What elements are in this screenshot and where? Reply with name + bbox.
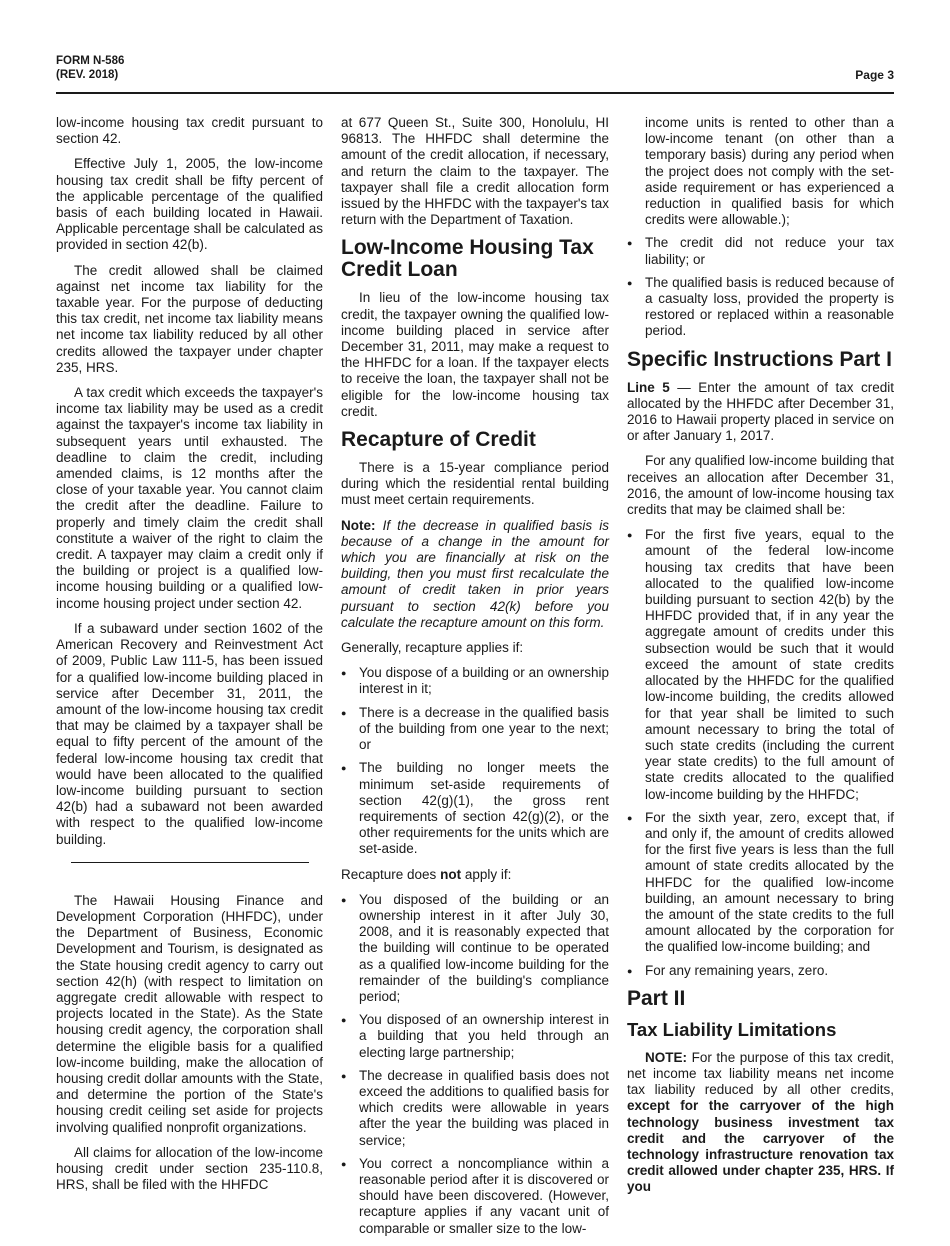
paragraph: If a subaward under section 1602 of the American Recovery and Reinvestment Act of 2009, Public Law 111-5, has been issued for a qualified low-income building placed in service after December 31, 2011, the amount of the low-income housing tax credit that may be claimed by a taxpayer shall be equal to fifty percent of the amount of the federal low-income housing tax credit that would have been allocated to the qualified low-income building pursuant to section 42(b) had a subaward not been awarded with respect to the qualified low-income building. <box>56 620 323 847</box>
list-item: ● The decrease in qualified basis does not exceed the additions to qualified basis for which credits were allowable in years after the year the building was placed in service; <box>341 1068 609 1149</box>
heading-tax-liability: Tax Liability Limitations <box>627 1018 837 1040</box>
note-label: Note: <box>341 517 376 533</box>
paragraph: Effective July 1, 2005, the low-income housing tax credit shall be fifty percent of the applicable percentage of the qualified basis of each building located in Hawaii. Applicable percentage shall be calculated as provided in section 42(b). <box>56 156 323 253</box>
list-item: ● You dispose of a building or an ownership interest in it; <box>341 665 609 697</box>
paragraph: at 677 Queen St., Suite 300, Honolulu, HI 96813. The HHFDC shall determine the amount of the credit allocation, if necessary, and return the claim to the taxpayer. The taxpayer shall file a credit allocation form issued by the HHFDC with the taxpayer's tax return with the Department of Taxation. <box>341 115 609 228</box>
paragraph: A tax credit which exceeds the taxpayer's income tax liability may be used as a credit against the taxpayer's income tax liability in subsequent years until exhausted. The deadline to claim the credit, including amended claims, is 12 months after the close of your taxable year. You cannot claim the credit after the deadline. Failure to properly and timely claim the credit shall constitute a waiver of the right to claim the credit. A taxpayer may claim a credit only if the building or project is a qualified low-income housing building or a qualified low-income housing project under section 42. <box>56 385 323 611</box>
list-item: ● You disposed of an ownership interest in a building that you held through an electing large partnership; <box>341 1012 609 1061</box>
list-item: ● There is a decrease in the qualified basis of the building from one year to the next; or <box>341 705 609 754</box>
paragraph: The Hawaii Housing Finance and Development Corporation (HHFDC), under the Department of Business, Economic Development and Tourism, is designated as the State housing credit agency to carry out section 42(h) (with respect to limitation on aggregate credit allowable with respect to projects located in the State). As the State housing credit agency, the corporation shall determine the eligible basis for a qualified low-income building, make the allocation of housing credit dollar amounts with the State, and determine the portion of the State's housing credit ceiling set aside for projects involving qualified nonprofit organizations. <box>56 892 323 1135</box>
list-item-continuation: income units is rented to other than a low-income tenant (on other than a temporary basis) during any period when the project does not comply with the set-aside requirement or has experienced a reduction in qualified basis for which credits were allowable.); <box>645 115 894 228</box>
section-divider <box>71 862 309 863</box>
list-item: ● The building no longer meets the minimum set-aside requirements of section 42(g)(1), the gross rent requirements of section 42(g)(2), or the other requirements for the units which are set-aside. <box>341 760 609 857</box>
paragraph: All claims for allocation of the low-income housing credit under section 235-110.8, HRS, shall be filed with the HHFDC <box>56 1144 323 1193</box>
heading-part-2: Part II <box>627 986 686 1010</box>
note-2: NOTE: For the purpose of this tax credit, net income tax liability means net income tax liability reduced by all other credits, except for the carryover of the high technology business investment tax credit and the carryover of the technology infrastructure renovation tax credit allowed under chapter 235, HRS. If you <box>627 1049 894 1195</box>
column-2 <box>341 115 609 1246</box>
recapture-applies-intro: Generally, recapture applies if: <box>341 640 524 656</box>
page-number: Page 3 <box>855 68 894 82</box>
paragraph: For any qualified low-income building that receives an allocation after December 31, 2016, the amount of low-income housing tax credits that may be claimed shall be: <box>627 453 894 518</box>
paragraph: In lieu of the low-income housing tax credit, the taxpayer owning the qualified low-income building placed in service after December 31, 2011, may make a request to the HHFDC for a loan. If the taxpayer elects to receive the loan, the taxpayer shall not be eligible for the low-income housing tax credit. <box>341 290 609 419</box>
form-revision: (REV. 2018) <box>56 69 119 81</box>
list-item: ● For any remaining years, zero. <box>627 963 894 979</box>
line-5-label: Line 5 <box>627 379 670 395</box>
form-header <box>56 54 124 82</box>
column-1 <box>56 115 323 1202</box>
heading-recapture: Recapture of Credit <box>341 428 536 452</box>
heading-tax-credit-loan: Low-Income Housing Tax Credit Loan <box>341 236 594 282</box>
list-item: ● The credit did not reduce your tax liability; or <box>627 235 894 267</box>
paragraph: The credit allowed shall be claimed against net income tax liability for the taxable year. For the purpose of deducting this tax credit, net income tax liability means net income tax liability reduced by all other credits allowed the taxpayer under chapter 235, HRS. <box>56 262 323 375</box>
note <box>341 518 609 631</box>
heading-specific-instructions: Specific Instructions Part I <box>627 347 892 371</box>
recapture-not-applies-list-cont <box>627 235 894 339</box>
list-item: ● You correct a noncompliance within a reasonable period after it is discovered or should have been discovered. (However, recapture applies if any vacant unit of comparable or smaller size to the low- <box>341 1156 609 1237</box>
list-item: ● The qualified basis is reduced because of a casualty loss, provided the property is restored or replaced within a reasonable period. <box>627 275 894 340</box>
form-number: FORM N-586 <box>56 55 125 67</box>
recapture-not-applies-intro: Recapture does not apply if: <box>341 866 512 882</box>
recapture-not-applies-list <box>341 892 609 1237</box>
column-3 <box>627 115 894 1205</box>
line-5-instruction: Line 5 — Enter the amount of tax credit allocated by the HHFDC after December 31, 2016 to Hawaii property placed in service on or after January 1, 2017. <box>627 379 894 444</box>
paragraph: There is a 15-year compliance period during which the residential rental building must meet certain requirements. <box>341 460 609 508</box>
recapture-applies-list <box>341 665 609 857</box>
paragraph: low-income housing tax credit pursuant to section 42. <box>56 115 323 147</box>
header-rule <box>56 92 894 94</box>
list-item: ● You disposed of the building or an ownership interest in it after July 30, 2008, and it is reasonably expected that the building will continue to be operated as a qualified low-income building for the remainder of the building's compliance period; <box>341 892 609 1005</box>
list-item: ● For the sixth year, zero, except that, if and only if, the amount of credits allowed for the first five years is less than the full amount of state credits allocated by the HHFDC for the qualified low-income building, an amount necessary to bring the amount of the state credits to the full amount allocated by the corporation for the qualified low-income building; and <box>627 810 894 956</box>
credit-years-list <box>627 527 894 978</box>
list-item: ● For the first five years, equal to the amount of the federal low-income housing tax credits that have been allocated to the qualified low-income building pursuant to section 42(b) by the HHFDC provided that, if in any year the aggregate amount of credits under this subsection would be such that it would exceed the amount of state credits allocated by the HHFDC for the qualified low-income building, the credits allowed for that year shall be limited to such amount necessary to bring the total of such state credits (including the current year state credits) to the full amount of state credits allocated to the qualified low-income building by the HHFDC; <box>627 527 894 802</box>
note-2-label: NOTE: <box>645 1049 687 1065</box>
note-text: If the decrease in qualified basis is because of a change in the amount for which you are financially at risk on the building, then you must first recalculate the amount of credit taken in prior years pursuant to section 42(k) before you calculate the recapture amount on this form. <box>341 517 609 630</box>
